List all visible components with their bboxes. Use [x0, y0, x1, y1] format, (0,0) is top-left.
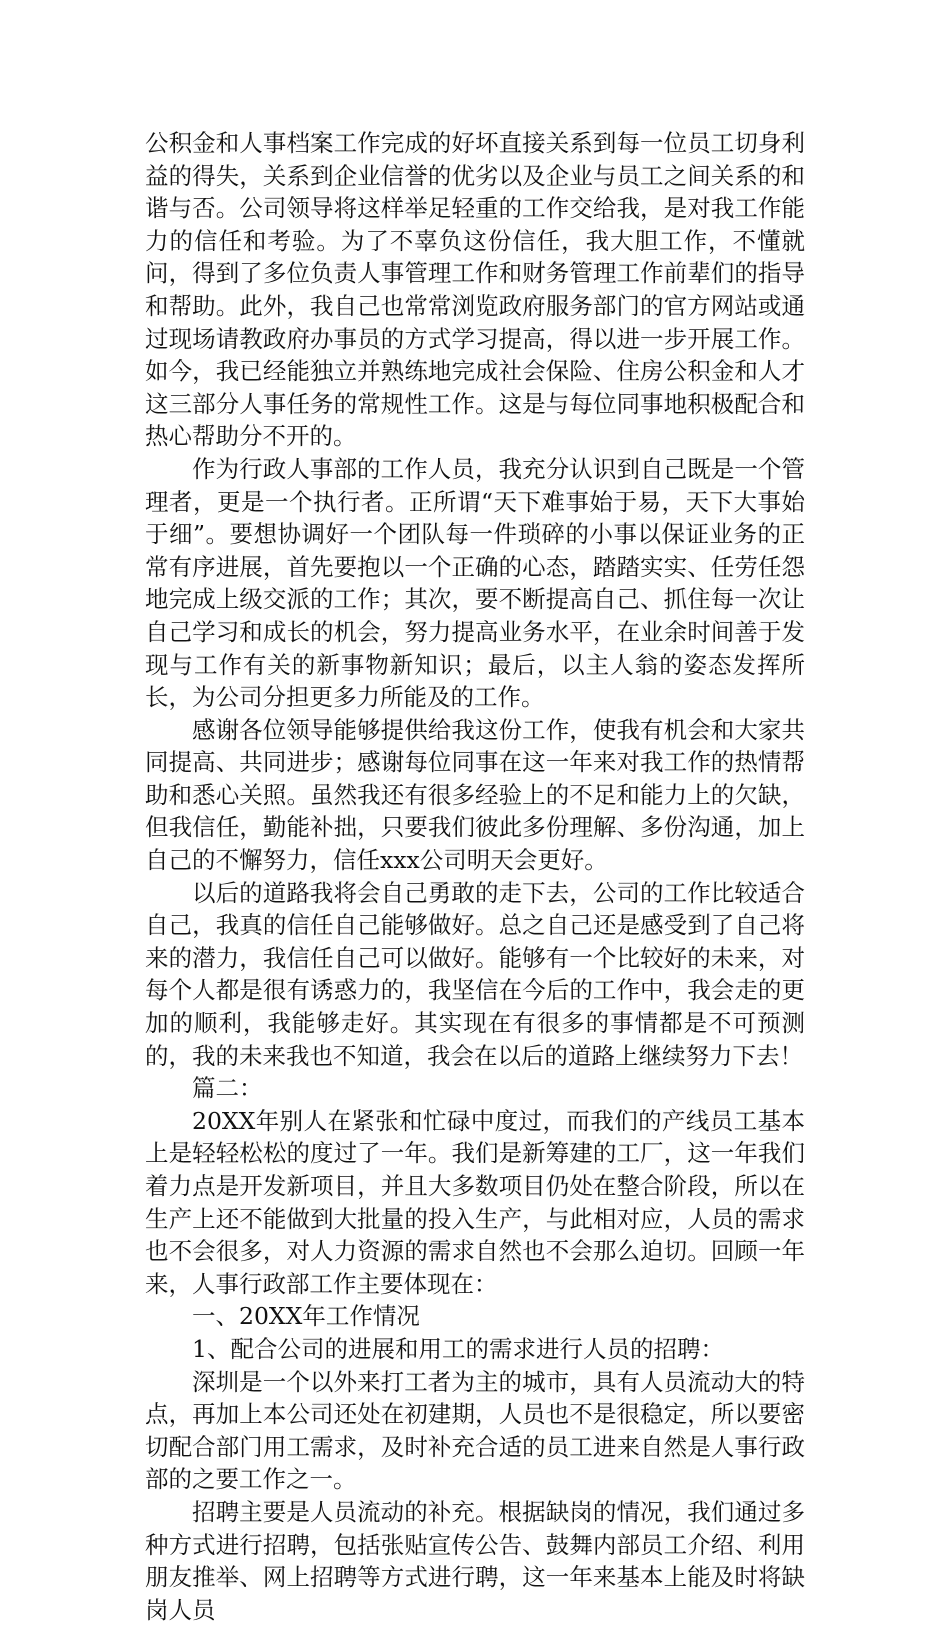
body-paragraph: 深圳是一个以外来打工者为主的城市，具有人员流动大的特点，再加上本公司还处在初建期，人员也不是很稳定，所以要密切配合部门用工需求，及时补充合适的员工进来自然是人事行政部的之要工作之一。 — [145, 1367, 805, 1494]
body-paragraph: 作为行政人事部的工作人员，我充分认识到自己既是一个管理者，更是一个执行者。正所谓“天下难事始于易，天下大事始于细”。要想协调好一个团队每一件琐碎的小事以保证业务的正常有序进展，首先要抱以一个正确的心态，踏踏实实、任劳任怨地完成上级交派的工作；其次，要不断提高自己、抓住每一次让自己学习和成长的机会，努力提高业务水平，在业余时间善于发现与工作有关的新事物新知识；最后，以主人翁的姿态发挥所长，为公司分担更多力所能及的工作。 — [145, 454, 805, 712]
section-heading: 篇二： — [192, 1074, 263, 1103]
body-paragraph: 20XX年别人在紧张和忙碌中度过，而我们的产线员工基本上是轻轻松松的度过了一年。我们是新筹建的工厂，这一年我们着力点是开发新项目，并且大多数项目仍处在整合阶段，所以在生产上还不能做到大批量的投入生产，与此相对应，人员的需求也不会很多，对人力资源的需求自然也不会那么迫切。回顾一年来，人事行政部工作主要体现在： — [145, 1106, 805, 1298]
document-body — [145, 127, 805, 1626]
body-paragraph: 感谢各位领导能够提供给我这份工作，使我有机会和大家共同提高、共同进步；感谢每位同事在这一年来对我工作的热情帮助和悉心关照。虽然我还有很多经验上的不足和能力上的欠缺，但我信任，勤能补拙，只要我们彼此多份理解、多份沟通，加上自己的不懈努力，信任xxx公司明天会更好。 — [145, 715, 805, 875]
item-heading: 1、配合公司的进展和用工的需求进行人员的招聘： — [192, 1334, 724, 1363]
subsection-heading: 一、20XX年工作情况 — [192, 1302, 420, 1331]
body-paragraph: 招聘主要是人员流动的补充。根据缺岗的情况，我们通过多种方式进行招聘，包括张贴宣传公告、鼓舞内部员工介绍、利用朋友推举、网上招聘等方式进行聘，这一年来基本上能及时将缺岗人员 — [145, 1497, 805, 1624]
body-paragraph: 以后的道路我将会自己勇敢的走下去，公司的工作比较适合自己，我真的信任自己能够做好。总之自己还是感受到了自己将来的潜力，我信任自己可以做好。能够有一个比较好的未来，对每个人都是很有诱惑力的，我坚信在今后的工作中，我会走的更加的顺利，我能够走好。其实现在有很多的事情都是不可预测的，我的未来我也不知道，我会在以后的道路上继续努力下去！ — [145, 878, 805, 1070]
body-paragraph: 公积金和人事档案工作完成的好坏直接关系到每一位员工切身利益的得失，关系到企业信誉的优劣以及企业与员工之间关系的和谐与否。公司领导将这样举足轻重的工作交给我，是对我工作能力的信任和考验。为了不辜负这份信任，我大胆工作，不懂就问，得到了多位负责人事管理工作和财务管理工作前辈们的指导和帮助。此外，我自己也常常浏览政府服务部门的官方网站或通过现场请教政府办事员的方式学习提高，得以进一步开展工作。如今，我已经能独立并熟练地完成社会保险、住房公积金和人才这三部分人事任务的常规性工作。这是与每位同事地积极配合和热心帮助分不开的。 — [145, 129, 805, 451]
